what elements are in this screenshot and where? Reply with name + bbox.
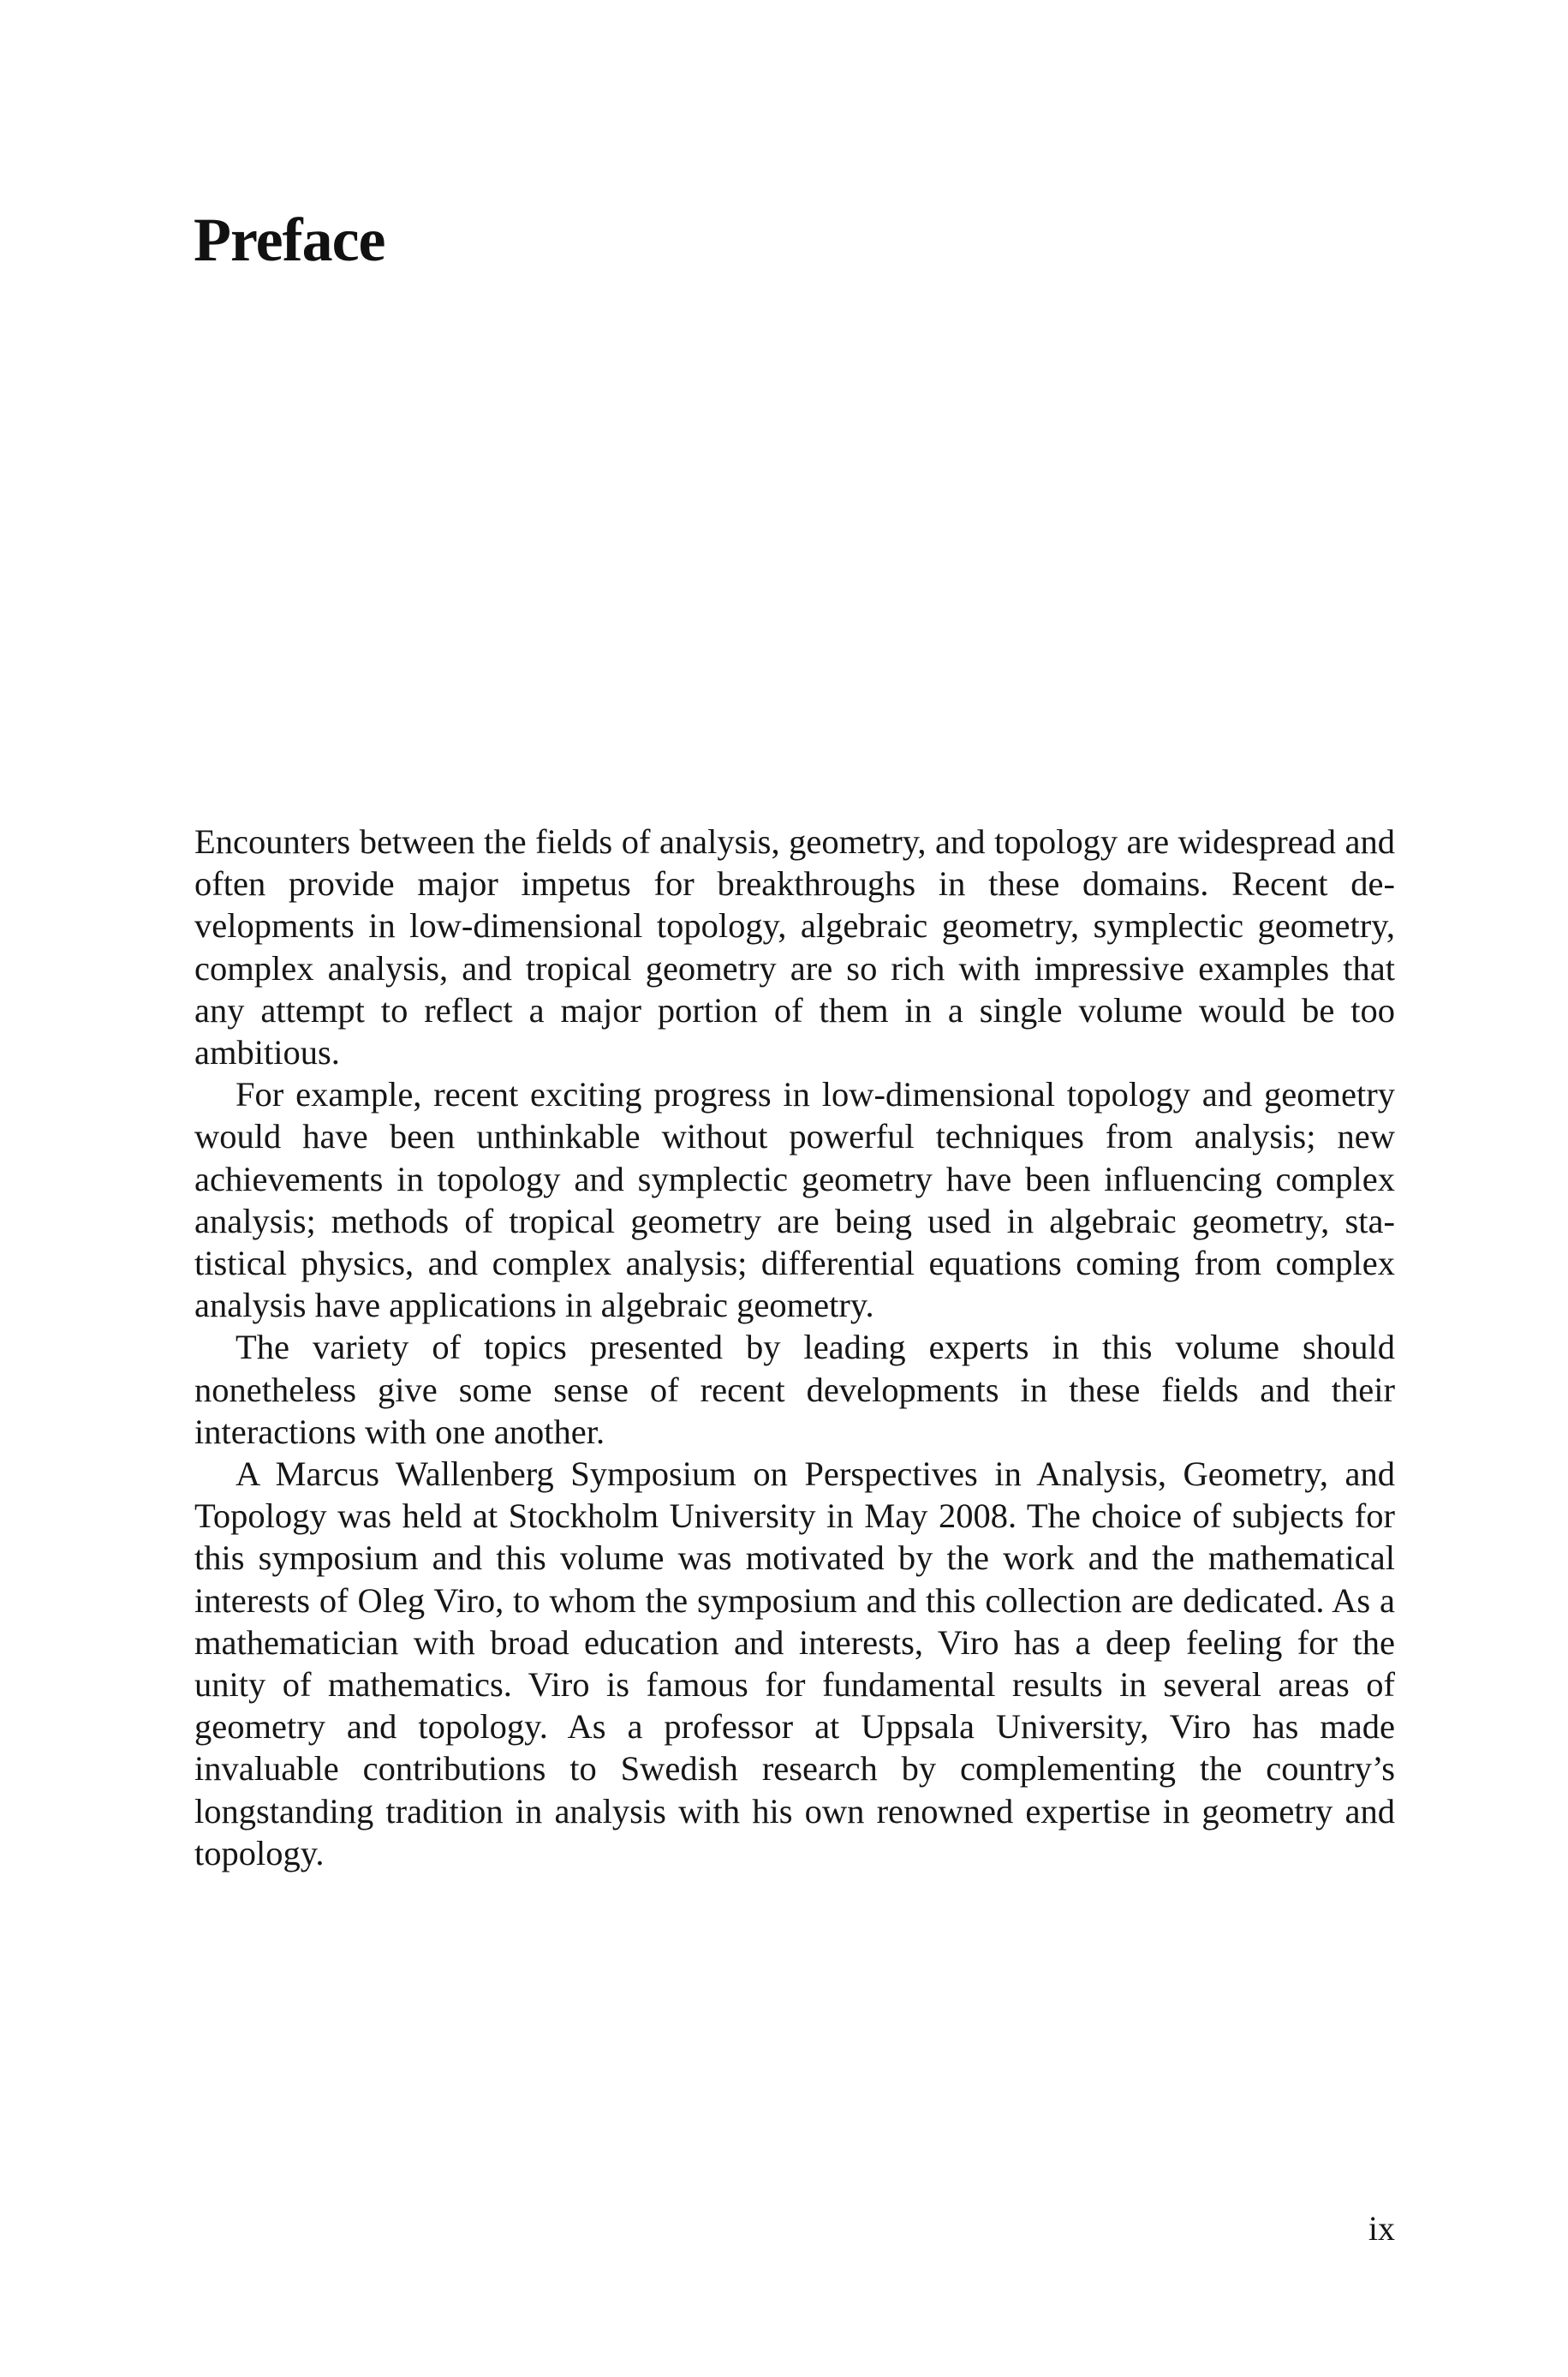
paragraph-1: Encounters between the fields of analysis, geometry, and topology are widespread and often provide major impetus for breakthroughs in these domains. Recent developments in low-dimensional topology, algebraic geometry, symplectic geometry, complex analysis, and tropical geometry are so rich with impressive examples that any attempt to reflect a major portion of them in a single volume would be too ambitious. bbox=[194, 822, 1395, 1072]
paragraph-2: For example, recent exciting progress in low-dimensional topology and geometry would have been unthinkable without powerful techniques from analysis; new achievements in topology and symplectic geometry have been influencing complex analysis; methods of tropical geometry are being used in algebraic geometry, statistical physics, and complex analysis; differential equations coming from complex analysis have applications in algebraic geometry. bbox=[194, 1075, 1395, 1325]
paragraph-3: The variety of topics presented by leading experts in this volume should nonetheless give some sense of recent developments in these fields and their interactions with one another. bbox=[194, 1328, 1395, 1451]
page-number: ix bbox=[1368, 2209, 1395, 2248]
chapter-title: Preface bbox=[194, 206, 385, 274]
preface-body bbox=[194, 821, 1395, 1874]
paragraph-4: A Marcus Wallenberg Symposium on Perspectives in Analysis, Geometry, and Topology was held at Stockholm University in May 2008. The choice of subjects for this symposium and this volume was motivated by the work and the mathematical interests of Oleg Viro, to whom the symposium and this collection are dedicated. As a mathematician with broad education and interests, Viro has a deep feeling for the unity of mathematics. Viro is famous for fundamental results in several areas of geometry and topology. As a professor at Uppsala University, Viro has made invaluable contributions to Swedish research by complementing the country’s longstanding tradition in analysis with his own renowned expertise in geometry and topology. bbox=[194, 1454, 1395, 1872]
